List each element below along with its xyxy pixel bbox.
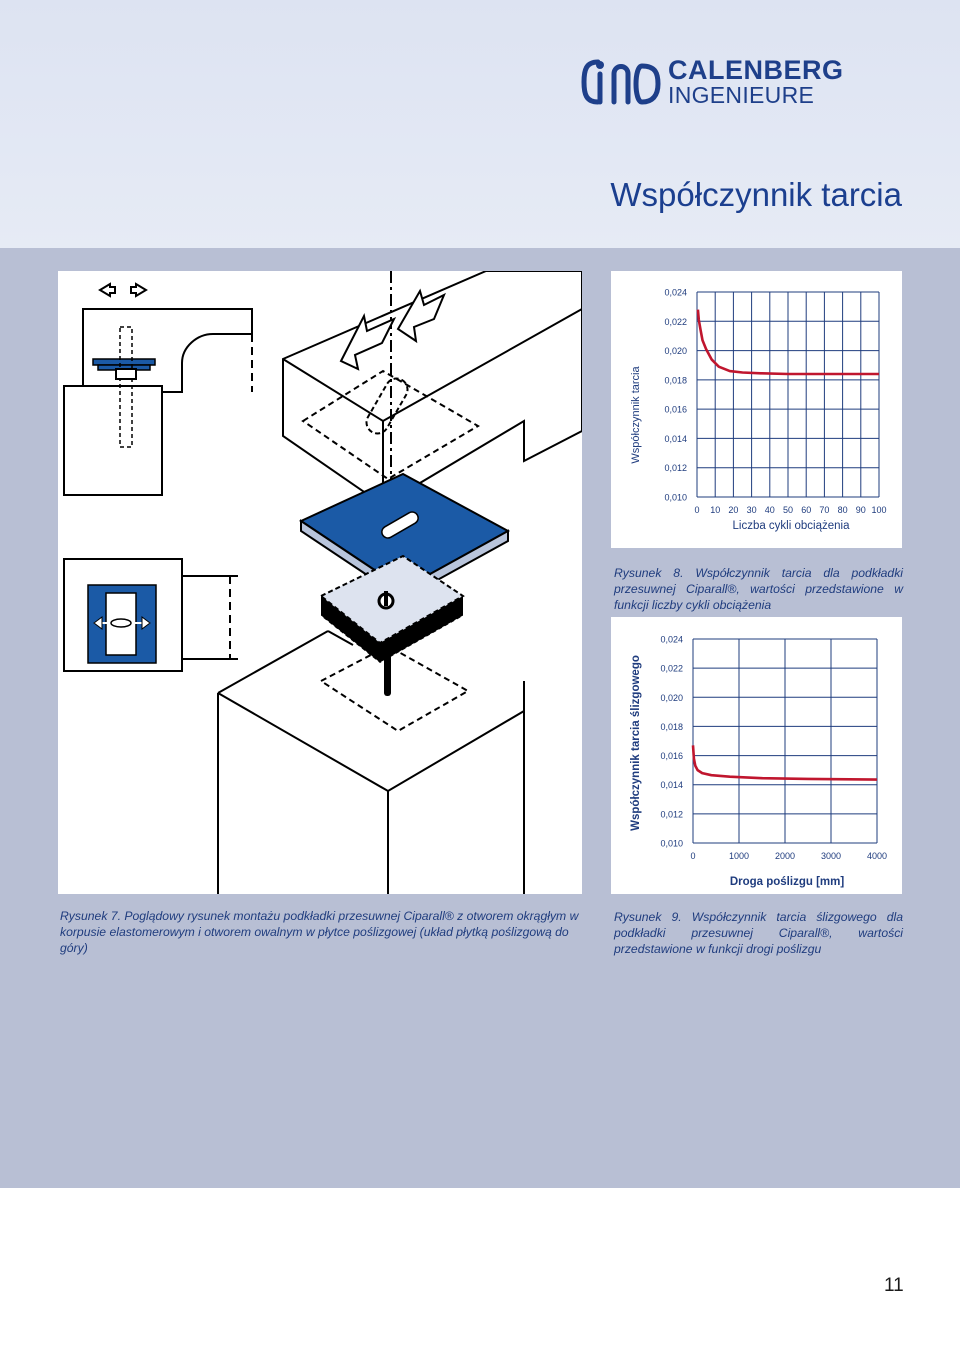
y-tick-label: 0,014 [664, 433, 687, 444]
x-tick-label: 40 [764, 505, 775, 515]
x-tick-label: 30 [746, 505, 757, 515]
figure9-caption: Rysunek 9. Współczynnik tarcia ślizgowego dla podkładki przesuwnej Ciparall®, wartości przedstawione w funkcji drogi poślizgu [614, 910, 903, 956]
x-tick-label: 10 [710, 505, 721, 515]
x-axis-label: Liczba cykli obciążenia [732, 520, 850, 532]
y-tick-label: 0,016 [664, 404, 687, 415]
x-tick-label: 0 [690, 851, 696, 861]
y-tick-label: 0,020 [660, 692, 683, 703]
y-tick-label: 0,010 [664, 492, 687, 503]
arrow-left-icon [100, 284, 115, 296]
brand-logo [580, 56, 910, 108]
y-tick-label: 0,014 [660, 780, 683, 791]
elevation-slide-plate [93, 359, 155, 365]
assembly-illustration [58, 271, 582, 894]
footer-band [0, 1188, 960, 1358]
x-tick-label: 100 [871, 505, 887, 515]
chart-friction-vs-cycles [611, 271, 902, 548]
x-tick-label: 1000 [728, 851, 750, 861]
chart-sliding-friction-vs-distance [611, 617, 902, 894]
y-tick-label: 0,022 [664, 316, 687, 327]
y-axis-label: Współczynnik tarcia ślizgowego [630, 655, 642, 831]
x-tick-label: 50 [782, 505, 794, 515]
calenberg-logo-icon [580, 56, 664, 108]
figure7-caption: Rysunek 7. Poglądowy rysunek montażu podkładki przesuwnej Ciparall® z otworem okrągłym w korpusie elastomerowym i otworem owalnym w płytce poślizgowej (układ płytką poślizgową do góry) [60, 909, 579, 955]
y-tick-label: 0,012 [664, 463, 687, 474]
x-tick-label: 60 [801, 505, 812, 515]
y-tick-label: 0,024 [660, 634, 683, 645]
y-tick-label: 0,022 [660, 663, 683, 674]
x-tick-label: 4000 [866, 851, 888, 861]
figure7-assembly-drawing [58, 271, 582, 894]
x-tick-label: 2000 [774, 851, 796, 861]
y-tick-label: 0,012 [660, 809, 683, 820]
x-tick-label: 20 [728, 505, 739, 515]
x-tick-label: 3000 [820, 851, 842, 861]
figure8-chart-panel [611, 271, 902, 548]
figure8-caption: Rysunek 8. Współczynnik tarcia dla podkładki przesuwnej Ciparall®, wartości przedstawione w funkcji liczby cykli obciążenia [614, 566, 903, 612]
x-axis-label: Droga poślizgu [mm] [729, 876, 845, 888]
x-tick-label: 80 [837, 505, 848, 515]
brand-name-line1: CALENBERG [668, 55, 844, 85]
arrow-right-icon [131, 284, 146, 296]
y-tick-label: 0,010 [660, 838, 683, 849]
y-tick-label: 0,018 [664, 375, 687, 386]
x-tick-label: 70 [819, 505, 830, 515]
page-title: Współczynnik tarcia [610, 176, 902, 213]
y-axis-label: Współczynnik tarcia [630, 366, 642, 464]
x-tick-label: 90 [855, 505, 866, 515]
y-tick-label: 0,024 [664, 287, 687, 298]
brand-name-line2: INGENIEURE [668, 82, 815, 108]
y-tick-label: 0,016 [660, 751, 683, 762]
page-number: 11 [884, 1275, 904, 1296]
figure9-chart-panel [611, 617, 902, 894]
x-tick-label: 0 [694, 505, 700, 515]
y-tick-label: 0,018 [660, 721, 683, 732]
y-tick-label: 0,020 [664, 346, 687, 357]
